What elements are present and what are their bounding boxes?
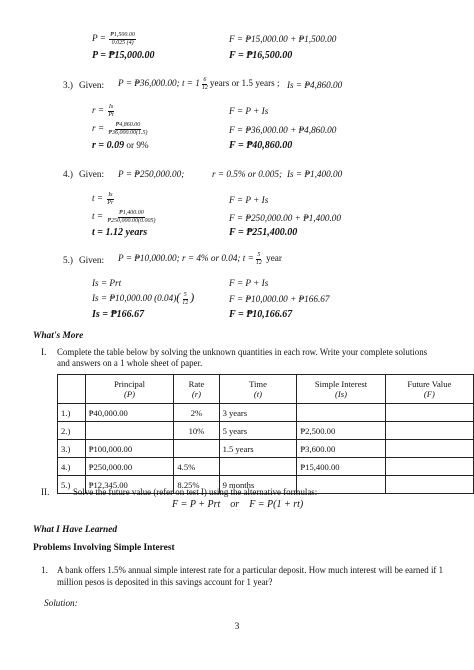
header-symbol: (P) bbox=[124, 389, 136, 399]
ex4-number: 4.) bbox=[63, 169, 73, 179]
question-1-text-line1: A bank offers 1.5% annual simple interest rate for a particular deposit. How much interest will be earned if 1 bbox=[57, 565, 444, 575]
eq-f-answer: F = ₱16,500.00 bbox=[229, 50, 293, 61]
ex5-is2: Is = ₱10,000.00 (0.04)( $\frac{5}{12}$ ) bbox=[92, 290, 195, 306]
ex4-is-given: Is = ₱1,400.00 bbox=[287, 169, 343, 179]
row-number: 4.) bbox=[58, 458, 86, 476]
cell-rate: 10% bbox=[174, 422, 219, 440]
cell-rate: 2% bbox=[174, 404, 219, 422]
cell-future-value bbox=[385, 440, 473, 458]
frac-num: 5 bbox=[183, 292, 187, 298]
ex3-given-label: Given: bbox=[79, 80, 105, 90]
given-text: P = ₱36,000.00; t = 1 bbox=[118, 78, 200, 89]
frac-num: Is bbox=[108, 192, 113, 198]
ex4-t-answer: t = 1.12 years bbox=[92, 227, 148, 238]
frac-den: Pr bbox=[107, 199, 114, 206]
ex5-number: 5.) bbox=[63, 255, 73, 265]
header-symbol: (r) bbox=[191, 389, 201, 399]
header-cell bbox=[85, 375, 174, 404]
ex4-f1: F = P + Is bbox=[229, 195, 269, 205]
eq-lhs: t = bbox=[92, 193, 104, 204]
header-cell bbox=[297, 375, 385, 404]
ex3-f1: F = P + Is bbox=[229, 106, 269, 116]
cell-rate: 8.25% bbox=[174, 476, 219, 494]
ex4-f2: F = ₱250,000.00 + ₱1,400.00 bbox=[229, 213, 341, 223]
frac-den: 0.025 (4) bbox=[111, 39, 134, 46]
item-2-text: Solve the future value (refer on test I) using the alternative formulas: bbox=[73, 487, 318, 497]
frac-den: ₱36,000.00(1.5) bbox=[108, 129, 148, 136]
table-row bbox=[58, 458, 474, 476]
question-1-text-line2: million pesos is deposited in this savings account for 1 year? bbox=[57, 577, 273, 587]
eq-p-fraction bbox=[92, 32, 137, 46]
cell-interest: ₱15,400.00 bbox=[297, 458, 385, 476]
ex5-given bbox=[118, 252, 282, 266]
item-2-number: II. bbox=[41, 487, 50, 497]
solution-label: Solution: bbox=[44, 598, 78, 608]
answer-tail: or 9% bbox=[126, 140, 149, 150]
cell-interest: ₱2,500.00 bbox=[297, 422, 385, 440]
interest-table bbox=[57, 374, 474, 494]
given-text: year bbox=[266, 253, 282, 264]
ex5-f3: F = ₱10,166.67 bbox=[229, 309, 293, 320]
frac-den: 12 bbox=[201, 84, 208, 91]
header-cell bbox=[58, 375, 86, 404]
eq-text: Is = ₱10,000.00 (0.04) bbox=[92, 293, 177, 304]
cell-principal: ₱40,000.00 bbox=[85, 404, 174, 422]
ex4-given-b: r = 0.5% or 0.005; bbox=[212, 169, 283, 179]
table-header-row bbox=[58, 375, 474, 404]
ex3-r-eq1 bbox=[92, 104, 116, 118]
ex3-number: 3.) bbox=[63, 80, 73, 90]
ex5-given-label: Given: bbox=[79, 255, 105, 265]
frac-num: 5 bbox=[257, 252, 261, 258]
eq-lhs: r = bbox=[92, 123, 105, 134]
given-text: t = bbox=[242, 253, 254, 264]
frac-num: ₱1,400.00 bbox=[119, 210, 144, 216]
frac-den: 12 bbox=[255, 259, 262, 266]
header-label: Time bbox=[249, 379, 267, 389]
cell-time: 5 years bbox=[219, 422, 297, 440]
table-row bbox=[58, 422, 474, 440]
cell-interest bbox=[297, 404, 385, 422]
ex4-f3: F = ₱251,400.00 bbox=[229, 227, 298, 238]
table-row bbox=[58, 404, 474, 422]
eq-f-line1: F = ₱15,000.00 + ₱1,500.00 bbox=[229, 34, 337, 44]
cell-time: 1.5 years bbox=[219, 440, 297, 458]
frac-den: Pt bbox=[108, 111, 114, 118]
cell-future-value bbox=[385, 404, 473, 422]
cell-rate bbox=[174, 440, 219, 458]
cell-time: 9 months bbox=[219, 476, 297, 494]
eq-lhs: P = bbox=[92, 33, 106, 44]
cell-interest: ₱3,600.00 bbox=[297, 440, 385, 458]
item-2-formula: F = P + Prt or F = P(1 + rt) bbox=[172, 499, 304, 510]
ex4-given-a: P = ₱250,000.00; bbox=[118, 169, 185, 179]
ex3-given bbox=[118, 77, 280, 91]
cell-principal bbox=[85, 422, 174, 440]
ex3-f3: F = ₱40,860.00 bbox=[229, 140, 293, 151]
ex4-given-label: Given: bbox=[79, 169, 105, 179]
header-label: Rate bbox=[188, 379, 205, 389]
ex3-r-eq2 bbox=[92, 122, 150, 136]
cell-future-value bbox=[385, 458, 473, 476]
header-symbol: (F) bbox=[423, 389, 435, 399]
answer-value: r = 0.09 bbox=[92, 140, 125, 151]
cell-time: 3 years bbox=[219, 404, 297, 422]
section-subheading: Problems Involving Simple Interest bbox=[33, 543, 175, 553]
row-number: 2.) bbox=[58, 422, 86, 440]
cell-rate: 4.5% bbox=[174, 458, 219, 476]
eq-p-answer: P = ₱15,000.00 bbox=[92, 50, 155, 61]
frac-num: Is bbox=[108, 104, 114, 110]
ex5-is1: Is = Prt bbox=[92, 278, 122, 288]
cell-future-value bbox=[385, 476, 473, 494]
table-row bbox=[58, 440, 474, 458]
ex5-f2: F = ₱10,000.00 + ₱166.67 bbox=[229, 294, 330, 304]
cell-principal: ₱100,000.00 bbox=[85, 440, 174, 458]
cell-time bbox=[219, 458, 297, 476]
ex3-f2: F = ₱36,000.00 + ₱4,860.00 bbox=[229, 125, 337, 135]
cell-future-value bbox=[385, 422, 473, 440]
ex4-t-eq1 bbox=[92, 192, 115, 206]
frac-num: ₱1,500.00 bbox=[110, 32, 135, 38]
question-1-number: 1. bbox=[41, 565, 48, 575]
row-number: 5.) bbox=[58, 476, 86, 494]
ex3-is-given: Is = ₱4,860.00 bbox=[287, 80, 343, 90]
frac-den: 12 bbox=[182, 299, 189, 306]
header-symbol: (t) bbox=[253, 389, 263, 399]
ex4-t-eq2 bbox=[92, 210, 158, 224]
given-text: P = ₱10,000.00; r = 4% or 0.04; bbox=[118, 253, 241, 264]
item-1-text-line2: and answers on a 1 whole sheet of paper. bbox=[57, 358, 203, 368]
item-1-number: I. bbox=[41, 347, 47, 357]
row-number: 1.) bbox=[58, 404, 86, 422]
row-number: 3.) bbox=[58, 440, 86, 458]
frac-num: 6 bbox=[203, 77, 207, 83]
header-symbol: (Is) bbox=[335, 389, 347, 399]
eq-lhs: r = bbox=[92, 105, 105, 116]
eq-lhs: t = bbox=[92, 211, 104, 222]
header-label: Future Value bbox=[407, 379, 452, 389]
given-text: years or 1.5 years ; bbox=[209, 78, 280, 89]
ex5-f1: F = P + Is bbox=[229, 278, 269, 288]
frac-den: ₱250,000.00(0.005) bbox=[107, 217, 156, 224]
header-cell bbox=[219, 375, 297, 404]
header-cell bbox=[385, 375, 473, 404]
frac-num: ₱4,860.00 bbox=[115, 122, 141, 128]
cell-principal: ₱250,000.00 bbox=[85, 458, 174, 476]
header-label: Principal bbox=[114, 379, 146, 389]
header-label: Simple Interest bbox=[314, 379, 368, 389]
ex5-is3: Is = ₱166.67 bbox=[92, 309, 145, 320]
section-heading-learned: What I Have Learned bbox=[33, 525, 118, 535]
section-heading-whats-more: What's More bbox=[33, 331, 84, 341]
cell-principal: ₱12,345.00 bbox=[85, 476, 174, 494]
ex3-r-answer bbox=[92, 140, 149, 151]
page-number: 3 bbox=[234, 622, 240, 632]
item-1-text-line1: Complete the table below by solving the unknown quantities in each row. Write your complete solutions bbox=[57, 347, 428, 357]
header-cell bbox=[174, 375, 219, 404]
